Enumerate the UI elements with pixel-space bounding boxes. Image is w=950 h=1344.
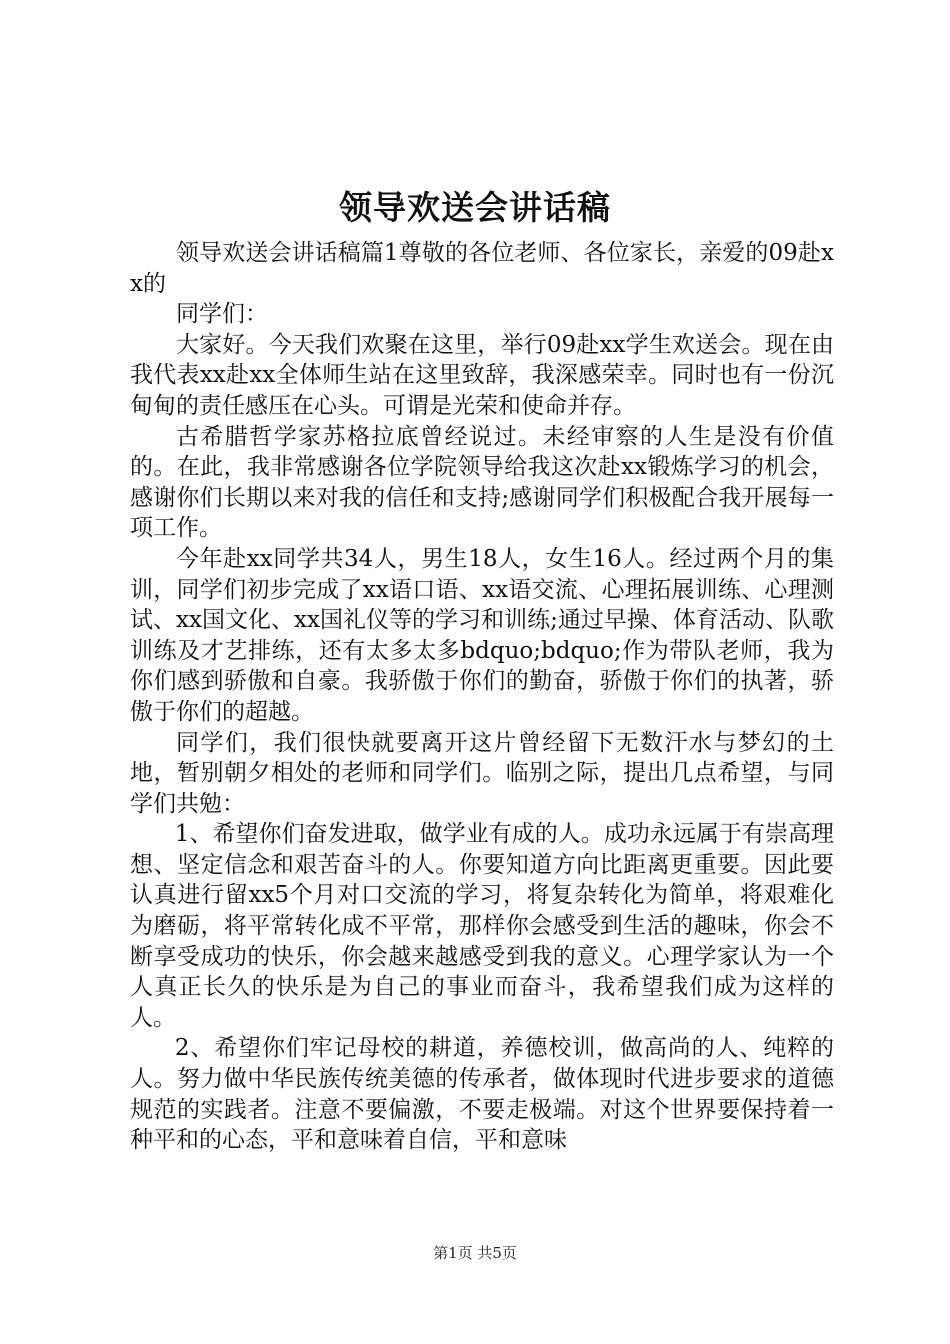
paragraph: 大家好。今天我们欢聚在这里，举行09赴xx学生欢送会。现在由我代表xx赴xx全体师生站在这里致辞，我深感荣幸。同时也有一份沉甸甸的责任感压在心头。可谓是光荣和使命并存。 xyxy=(130,331,834,419)
page-footer: 第1页 共5页 xyxy=(433,1244,517,1262)
paragraph: 古希腊哲学家苏格拉底曾经说过。未经审察的人生是没有价值的。在此，我非常感谢各位学院领导给我这次赴xx锻炼学习的机会，感谢你们长期以来对我的信任和支持;感谢同学们积极配合我开展每一项工作。 xyxy=(130,423,834,542)
paragraph: 今年赴xx同学共34人，男生18人，女生16人。经过两个月的集训，同学们初步完成了xx语口语、xx语交流、心理拓展训练、心理测试、xx国文化、xx国礼仪等的学习和训练;通过早操、体育活动、队歌训练及才艺排练，还有太多太多bdquo;bdquo;作为带队老师，我为你们感到骄傲和自豪。我骄傲于你们的勤奋，骄傲于你们的执著，骄傲于你们的超越。 xyxy=(130,545,834,725)
paragraph: 同学们： xyxy=(176,301,268,328)
paragraph: 1、希望你们奋发进取，做学业有成的人。成功永远属于有崇高理想、坚定信念和艰苦奋斗的人。你要知道方向比距离更重要。因此要认真进行留xx5个月对口交流的学习，将复杂转化为简单，将艰难化为磨砺，将平常转化成不平常，那样你会感受到生活的趣味，你会不断享受成功的快乐，你会越来越感受到我的意义。心理学家认为一个人真正长久的快乐是为自己的事业而奋斗，我希望我们成为这样的人。 xyxy=(130,821,834,1031)
paragraph: 同学们，我们很快就要离开这片曾经留下无数汗水与梦幻的土地，暂别朝夕相处的老师和同学们。临别之际，提出几点希望，与同学们共勉： xyxy=(130,729,834,817)
paragraph: 领导欢送会讲话稿篇1尊敬的各位老师、各位家长，亲爱的09赴xx的 xyxy=(130,240,834,297)
document-title: 领导欢送会讲话稿 xyxy=(339,188,611,227)
paragraph: 2、希望你们牢记母校的耕道，养德校训，做高尚的人、纯粹的人。努力做中华民族传统美德的传承者，做体现时代进步要求的道德规范的实践者。注意不要偏激，不要走极端。对这个世界要保持着一种平和的心态，平和意味着自信，平和意味 xyxy=(130,1035,834,1154)
document-body xyxy=(130,238,834,1156)
